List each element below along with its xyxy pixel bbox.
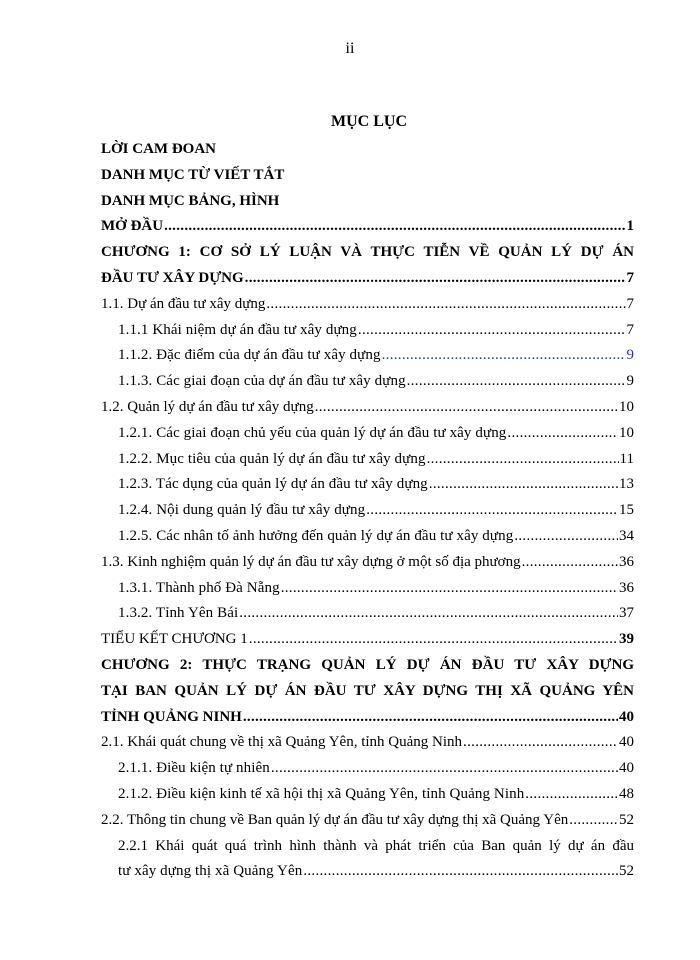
toc-page-number: 13 xyxy=(619,476,634,493)
toc-entry-text: 1.3. Kinh nghiệm quản lý dự án đầu tư xây dựng ở một số địa phương xyxy=(101,553,521,570)
dot-leader xyxy=(164,214,625,240)
dot-leader xyxy=(569,808,618,834)
dot-leader xyxy=(358,318,626,344)
toc-entry-text: ĐẦU TƯ XÂY DỰNG xyxy=(101,269,244,286)
toc-entry-text: 1.3.2. Tỉnh Yên Bái xyxy=(118,605,239,622)
dot-leader xyxy=(366,498,618,524)
toc-page-number: 7 xyxy=(626,295,634,312)
dot-leader xyxy=(407,369,626,395)
toc-page-number: 7 xyxy=(626,269,634,286)
toc-title: MỤC LỤC xyxy=(331,113,407,130)
toc-page-number: 37 xyxy=(619,605,634,622)
dot-leader xyxy=(249,627,618,653)
toc-page-number: 7 xyxy=(626,321,634,338)
dot-leader xyxy=(266,292,625,318)
toc-entry-chuong-2-line-1[interactable] xyxy=(101,653,634,679)
toc-entry-chuong-2-line-2[interactable] xyxy=(101,679,634,705)
toc-entry-chuong-1-line-1[interactable] xyxy=(101,240,634,266)
dot-leader xyxy=(427,447,619,473)
dot-leader xyxy=(303,859,618,885)
toc-entry-chuong-2-line-3[interactable] xyxy=(101,705,634,731)
dot-leader xyxy=(243,705,618,731)
dot-leader xyxy=(271,756,618,782)
toc-entry-text: 1.2.2. Mục tiêu của quản lý dự án đầu tư xây dựng xyxy=(118,450,426,467)
toc-entry-1-2[interactable] xyxy=(101,395,634,421)
toc-entry-1-2-2[interactable] xyxy=(101,447,634,473)
toc-entry-text: 1.2.1. Các giai đoạn chủ yếu của quản lý dự án đầu tư xây dựng xyxy=(118,424,507,441)
toc-page-number: 52 xyxy=(619,811,634,828)
toc-entry-2-1-1[interactable] xyxy=(101,756,634,782)
toc-page-number: 1 xyxy=(626,218,634,235)
toc-entry-text: 1.1.1 Khái niệm dự án đầu tư xây dựng xyxy=(118,321,357,338)
dot-leader xyxy=(522,550,618,576)
toc-entry-loi-cam-doan[interactable] xyxy=(101,137,634,163)
toc-page-number: 40 xyxy=(619,734,634,751)
toc-entry-2-2-1-line-1[interactable] xyxy=(101,834,634,860)
toc-page-number: 9 xyxy=(626,373,634,390)
toc-page-number: 10 xyxy=(619,424,634,441)
toc-entry-1-1[interactable] xyxy=(101,292,634,318)
toc-entry-text: 1.3.1. Thành phố Đà Nẵng xyxy=(118,579,280,596)
toc-entry-1-3-1[interactable] xyxy=(101,576,634,602)
toc-entry-1-1-2[interactable] xyxy=(101,343,634,369)
toc-entry-text: 2.2.1 Khái quát quá trình hình thành và phát triển của Ban quản lý dự án đầu xyxy=(118,837,634,854)
toc-entry-text: 1.2.5. Các nhân tố ảnh hưởng đến quản lý dự án đầu tư xây dựng xyxy=(118,527,514,544)
dot-leader xyxy=(245,266,626,292)
toc-entry-1-1-1[interactable] xyxy=(101,318,634,344)
toc-page-number: 10 xyxy=(619,398,634,415)
toc-entry-1-3[interactable] xyxy=(101,550,634,576)
dot-leader xyxy=(382,343,626,369)
toc-entry-text: MỞ ĐẦU xyxy=(101,218,164,235)
toc-page-number: 48 xyxy=(619,785,634,802)
toc-entry-text: tư xây dựng thị xã Quảng Yên xyxy=(118,863,303,880)
toc-entry-danh-muc-bang-hinh[interactable] xyxy=(101,189,634,215)
toc-page-number: 34 xyxy=(619,527,634,544)
toc-entry-text: 1.1.3. Các giai đoạn của dự án đầu tư xây dựng xyxy=(118,373,406,390)
toc-entry-text: CHƯƠNG 2: THỰC TRẠNG QUẢN LÝ DỰ ÁN ĐẦU TƯ XÂY DỰNG xyxy=(101,656,634,673)
toc-entry-2-1-2[interactable] xyxy=(101,782,634,808)
dot-leader xyxy=(463,730,618,756)
toc-entry-danh-muc-tu-viet-tat[interactable] xyxy=(101,163,634,189)
toc-entry-1-2-3[interactable] xyxy=(101,472,634,498)
toc-entry-text: 2.2. Thông tin chung về Ban quản lý dự án đầu tư xây dựng thị xã Quảng Yên xyxy=(101,811,569,828)
toc-entry-tieu-ket-chuong-1[interactable] xyxy=(101,627,634,653)
toc-entry-2-1[interactable] xyxy=(101,730,634,756)
toc-entry-text: 2.1. Khái quát chung về thị xã Quảng Yên, tỉnh Quảng Ninh xyxy=(101,734,463,751)
toc-page-number: 36 xyxy=(619,579,634,596)
dot-leader xyxy=(239,601,618,627)
toc-page-number: 9 xyxy=(626,347,634,364)
toc-page-number: 39 xyxy=(619,631,634,648)
toc-entry-2-2[interactable] xyxy=(101,808,634,834)
dot-leader xyxy=(429,472,618,498)
toc-entry-text: 2.1.1. Điều kiện tự nhiên xyxy=(118,760,270,777)
toc-entry-text: 1.2.4. Nội dung quản lý đầu tư xây dựng xyxy=(118,502,366,519)
dot-leader xyxy=(281,576,618,602)
toc-entry-text: TỈNH QUẢNG NINH xyxy=(101,708,242,725)
toc-page-number: 15 xyxy=(619,502,634,519)
toc-entry-text: CHƯƠNG 1: CƠ SỞ LÝ LUẬN VÀ THỰC TIỄN VỀ QUẢN LÝ DỰ ÁN xyxy=(101,244,634,261)
toc-entry-text: 2.1.2. Điều kiện kinh tế xã hội thị xã Quảng Yên, tỉnh Quảng Ninh xyxy=(118,785,525,802)
page-number: ii xyxy=(345,40,355,57)
toc-entry-text: DANH MỤC TỪ VIẾT TẮT xyxy=(101,166,285,183)
toc-entry-1-2-5[interactable] xyxy=(101,524,634,550)
toc-entry-text: 1.1.2. Đặc điểm của dự án đầu tư xây dựng xyxy=(118,347,381,364)
toc-page-number: 36 xyxy=(619,553,634,570)
toc-entry-mo-dau[interactable] xyxy=(101,214,634,240)
dot-leader xyxy=(315,395,618,421)
dot-leader xyxy=(514,524,618,550)
toc-entry-text: DANH MỤC BẢNG, HÌNH xyxy=(101,192,280,209)
toc-page-number: 40 xyxy=(619,708,634,725)
dot-leader xyxy=(525,782,618,808)
toc-entry-text: 1.2.3. Tác dụng của quản lý dự án đầu tư xây dựng xyxy=(118,476,428,493)
toc-entry-text: LỜI CAM ĐOAN xyxy=(101,141,216,157)
toc-entry-1-2-4[interactable] xyxy=(101,498,634,524)
toc-page-number: 52 xyxy=(619,863,634,880)
toc-entry-2-2-1-line-2[interactable] xyxy=(101,859,634,885)
toc-entry-text: 1.2. Quản lý dự án đầu tư xây dựng xyxy=(101,398,314,415)
toc-entry-text: TẠI BAN QUẢN LÝ DỰ ÁN ĐẦU TƯ XÂY DỰNG THỊ XÃ QUẢNG YÊN xyxy=(101,682,634,699)
dot-leader xyxy=(507,421,618,447)
toc-entry-1-3-2[interactable] xyxy=(101,601,634,627)
toc-entry-text: 1.1. Dự án đầu tư xây dựng xyxy=(101,295,266,312)
toc-entry-text: TIỂU KẾT CHƯƠNG 1 xyxy=(101,631,248,648)
toc-page-number: 40 xyxy=(619,760,634,777)
toc-entry-1-1-3[interactable] xyxy=(101,369,634,395)
table-of-contents xyxy=(101,137,634,885)
toc-entry-chuong-1-line-2[interactable] xyxy=(101,266,634,292)
toc-page-number: 11 xyxy=(619,450,634,467)
toc-entry-1-2-1[interactable] xyxy=(101,421,634,447)
